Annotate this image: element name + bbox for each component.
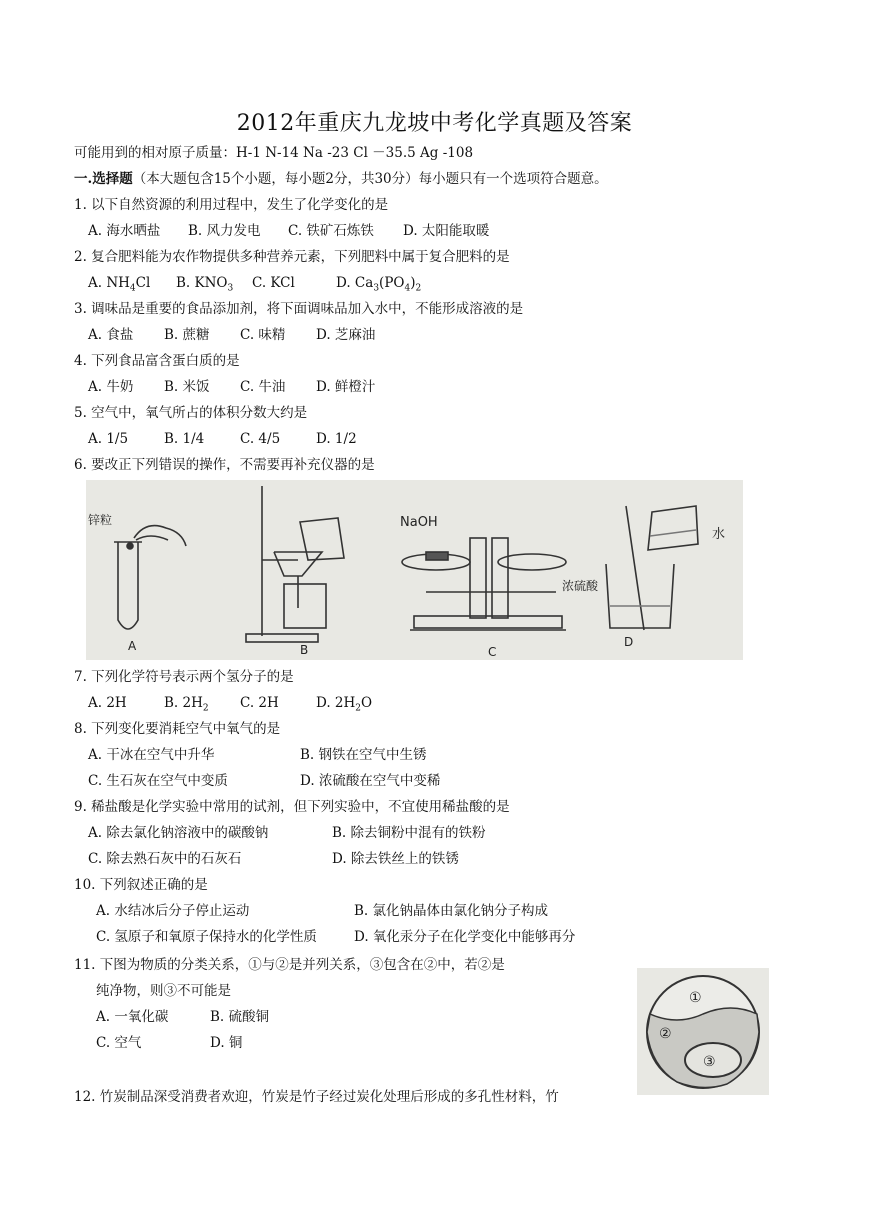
region-label-one: ①: [689, 990, 702, 1006]
q2-option-b: [176, 274, 233, 298]
question-2-stem: 2. 复合肥料能为农作物提供多种营养元素，下列肥料中属于复合肥料的是: [74, 249, 510, 265]
q8-option-b: B. 钢铁在空气中生锈: [300, 747, 427, 763]
q10-option-c: C. 氢原子和氧原子保持水的化学性质: [96, 929, 317, 945]
figure-c-balance: [402, 538, 566, 630]
question-7-stem: 7. 下列化学符号表示两个氢分子的是: [74, 669, 294, 685]
question-9-stem: 9. 稀盐酸是化学实验中常用的试剂，但下列实验中，不宜使用稀盐酸的是: [74, 799, 510, 815]
figure-label-a: A: [128, 639, 137, 653]
q5-option-b: B. 1/4: [164, 431, 205, 447]
q4-option-a: A. 牛奶: [88, 379, 134, 395]
region-label-two: ②: [659, 1026, 672, 1042]
section-heading: [74, 170, 608, 188]
q2-d-sub3: 2: [415, 283, 422, 294]
q2-a-text: A. NH: [88, 275, 130, 291]
q7-option-b: [164, 694, 209, 718]
q1-option-a: A. 海水晒盐: [88, 223, 161, 239]
q2-d-sub2: 4: [404, 283, 411, 294]
q8-option-d: D. 浓硫酸在空气中变稀: [300, 773, 441, 789]
q7-b-text: B. 2H: [164, 695, 203, 711]
region-label-three: ③: [703, 1054, 716, 1070]
q2-d-close: ): [410, 275, 416, 291]
q5-option-a: A. 1/5: [88, 431, 129, 447]
figure-label-d: D: [624, 635, 634, 649]
figure-b-filtration: [246, 486, 344, 642]
q3-option-d: D. 芝麻油: [316, 327, 376, 343]
q7-b-sub: 2: [202, 703, 209, 714]
q7-option-a: A. 2H: [88, 695, 127, 711]
q2-b-text: B. KNO: [176, 275, 228, 291]
figure-label-naoh: NaOH: [400, 515, 438, 530]
question-12-stem: 12. 竹炭制品深受消费者欢迎，竹炭是竹子经过炭化处理后形成的多孔性材料，竹: [74, 1089, 559, 1105]
q2-d-text: D. Ca: [336, 275, 374, 291]
question-11-stem-continued: 纯净物，则③不可能是: [96, 983, 231, 999]
section-title: 一.选择题: [74, 171, 133, 187]
q10-option-d: D. 氧化汞分子在化学变化中能够再分: [354, 929, 576, 945]
q9-option-c: C. 除去熟石灰中的石灰石: [88, 851, 242, 867]
figure-label-granule: 锌粒: [88, 513, 113, 527]
page-title: 2012年重庆九龙坡中考化学真题及答案: [236, 111, 633, 136]
question-11-stem: 11. 下图为物质的分类关系，①与②是并列关系，③包含在②中，若②是: [74, 957, 505, 973]
q9-option-a: A. 除去氯化钠溶液中的碳酸钠: [88, 825, 269, 841]
q6-apparatus-figure: [86, 480, 743, 660]
question-4-stem: 4. 下列食品富含蛋白质的是: [74, 353, 240, 369]
q11-classification-figure: [637, 968, 769, 1095]
q7-d-text-end: O: [361, 695, 373, 711]
q7-option-d: [316, 694, 372, 718]
q7-d-text: D. 2H: [316, 695, 356, 711]
figure-a-test-tube: [114, 526, 186, 629]
figure-label-c: C: [488, 645, 497, 659]
q2-option-a: [88, 274, 150, 298]
q11-option-c: C. 空气: [96, 1035, 142, 1051]
q4-option-d: D. 鲜橙汁: [316, 379, 376, 395]
question-8-stem: 8. 下列变化要消耗空气中氧气的是: [74, 721, 281, 737]
q3-option-c: C. 味精: [240, 327, 286, 343]
section-description: （本大题包含15个小题，每小题2分，共30分）每小题只有一个选项符合题意。: [132, 171, 608, 187]
atomic-masses: 可能用到的相对原子质量：H-1 N-14 Na -23 Cl －35.5 Ag -108: [74, 145, 474, 161]
q8-option-c: C. 生石灰在空气中变质: [88, 773, 228, 789]
q1-option-c: C. 铁矿石炼铁: [288, 223, 374, 239]
q2-b-sub: 3: [227, 283, 234, 294]
question-5-stem: 5. 空气中，氧气所占的体积分数大约是: [74, 405, 308, 421]
q11-option-d: D. 铜: [210, 1035, 243, 1051]
q2-option-d: [336, 274, 421, 298]
q1-option-b: B. 风力发电: [188, 223, 261, 239]
q8-option-a: A. 干冰在空气中升华: [88, 747, 215, 763]
q9-option-d: D. 除去铁丝上的铁锈: [332, 851, 459, 867]
q2-a-text-end: Cl: [135, 275, 151, 291]
q3-option-b: B. 蔗糖: [164, 327, 210, 343]
figure-label-water: 水: [712, 527, 726, 542]
q4-option-b: B. 米饭: [164, 379, 210, 395]
question-6-stem: 6. 要改正下列错误的操作，不需要再补充仪器的是: [74, 457, 375, 473]
q2-option-c: C. KCl: [252, 275, 295, 291]
q5-option-d: D. 1/2: [316, 431, 357, 447]
q5-option-c: C. 4/5: [240, 431, 281, 447]
q9-option-b: B. 除去铜粉中混有的铁粉: [332, 825, 486, 841]
q11-option-a: A. 一氧化碳: [96, 1009, 169, 1025]
q2-d-mid: (PO: [379, 275, 405, 291]
q10-option-a: A. 水结冰后分子停止运动: [96, 903, 250, 919]
q11-option-b: B. 硫酸铜: [210, 1009, 270, 1025]
q4-option-c: C. 牛油: [240, 379, 286, 395]
figure-label-b: B: [300, 643, 309, 657]
q2-a-sub: 4: [129, 283, 136, 294]
question-10-stem: 10. 下列叙述正确的是: [74, 877, 208, 893]
q10-option-b: B. 氯化钠晶体由氯化钠分子构成: [354, 903, 549, 919]
figure-label-acid: 浓硫酸: [562, 579, 599, 593]
figure-d-dilution: [606, 506, 698, 630]
q7-option-c: C. 2H: [240, 695, 279, 711]
q1-option-d: D. 太阳能取暖: [403, 223, 490, 239]
q2-d-sub1: 3: [373, 283, 380, 294]
q7-d-sub: 2: [355, 703, 362, 714]
q3-option-a: A. 食盐: [88, 327, 134, 343]
question-3-stem: 3. 调味品是重要的食品添加剂，将下面调味品加入水中，不能形成溶液的是: [74, 301, 524, 317]
question-1-stem: 1. 以下自然资源的利用过程中，发生了化学变化的是: [74, 197, 389, 213]
